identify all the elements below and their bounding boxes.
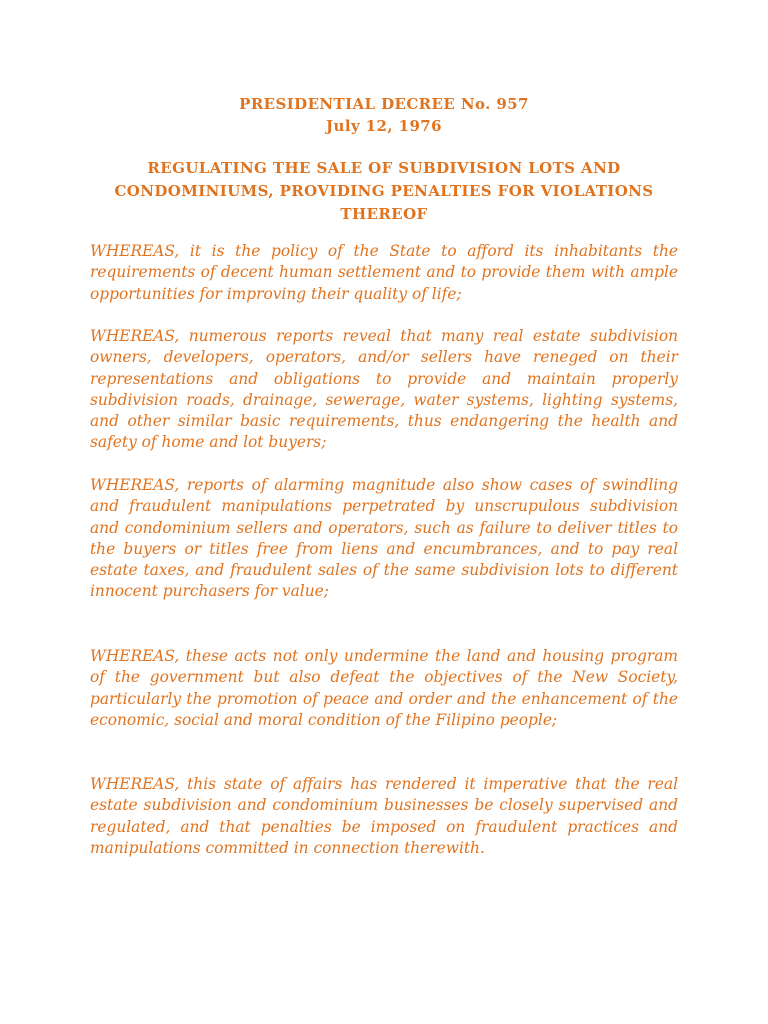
whereas-paragraph: WHEREAS, these acts not only undermine the land and housing program of the government but also defeat the objectives of the New Society, particularly the promotion of peace and order and the enhancement of the economic, social and moral condition of the Filipino people;: [90, 647, 678, 729]
decree-subject: REGULATING THE SALE OF SUBDIVISION LOTS AND CONDOMINIUMS, PROVIDING PENALTIES FOR VIOLATIONS THEREOF: [114, 159, 654, 223]
whereas-paragraph: WHEREAS, it is the policy of the State to afford its inhabitants the requirements of decent human settlement and to provide them with ample opportunities for improving their quality of life;: [90, 242, 678, 303]
whereas-paragraph: WHEREAS, this state of affairs has rendered it imperative that the real estate subdivision and condominium businesses be closely supervised and regulated, and that penalties be imposed on fraudulent practices and manipulations committed in connection therewith.: [90, 775, 678, 857]
decree-title: PRESIDENTIAL DECREE No. 957: [239, 95, 529, 113]
whereas-paragraph: WHEREAS, numerous reports reveal that many real estate subdivision owners, developers, operators, and/or sellers have reneged on their representations and obligations to provide and maintain properly subdivision roads, drainage, sewerage, water systems, lighting systems, and other similar basic requirements, thus endangering the health and safety of home and lot buyers;: [90, 327, 678, 452]
decree-date: July 12, 1976: [326, 117, 442, 135]
whereas-paragraph: WHEREAS, reports of alarming magnitude also show cases of swindling and fraudulent manipulations perpetrated by unscrupulous subdivision and condominium sellers and operators, such as failure to deliver titles to the buyers or titles free from liens and encumbrances, and to pay real estate taxes, and fraudulent sales of the same subdivision lots to different innocent purchasers for value;: [90, 476, 678, 601]
